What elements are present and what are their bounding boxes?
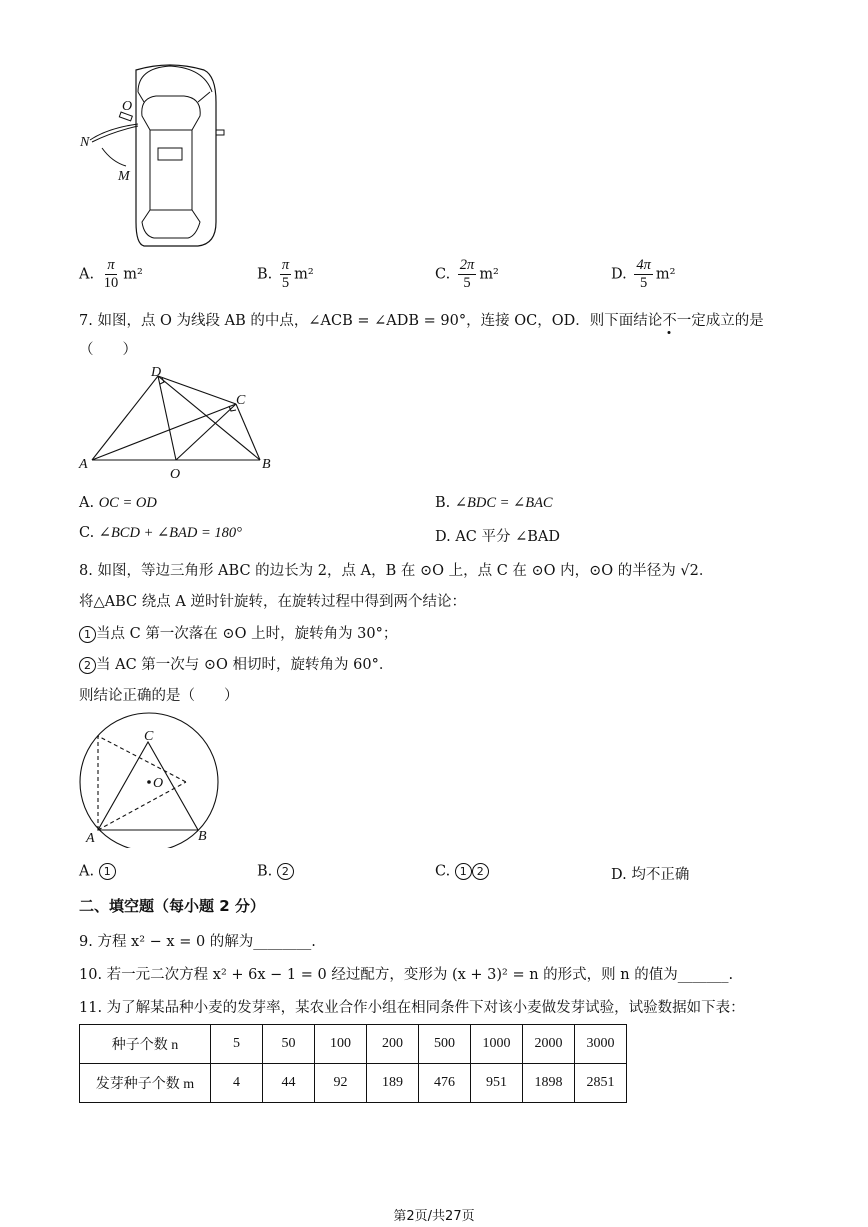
- q7-figure: [76, 364, 282, 482]
- q7-answer-paren: （ ）: [79, 342, 137, 358]
- table-cell: 476: [419, 1064, 471, 1103]
- q7-option-c[interactable]: C. ∠BCD + ∠BAD = 180°: [79, 525, 242, 541]
- table-header-cell: 种子个数 n: [80, 1025, 211, 1064]
- circled-number: 1: [99, 863, 116, 880]
- q7-label-o: O: [170, 467, 181, 482]
- q8-option-a[interactable]: A. 1: [79, 863, 116, 880]
- table-cell: 44: [263, 1064, 315, 1103]
- table-cell: 92: [315, 1064, 367, 1103]
- circled-number: 1: [79, 626, 96, 643]
- page-number: 第2页/共27页: [393, 1209, 475, 1224]
- q8-figure: [76, 712, 226, 848]
- q7-option-b[interactable]: B. ∠BDC = ∠BAC: [435, 495, 553, 511]
- table-cell: 100: [315, 1025, 367, 1064]
- table-header-cell: 发芽种子个数 m: [80, 1064, 211, 1103]
- q9-text: 9. 方程 x² − x = 0 的解为________.: [79, 934, 316, 950]
- q6-label-o: O: [122, 99, 133, 114]
- circled-number: 2: [79, 657, 96, 674]
- fraction: $\frac{4\pi}{5}$: [636, 257, 651, 291]
- table-cell: 4: [211, 1064, 263, 1103]
- q8-option-c[interactable]: C. 1 2: [435, 863, 489, 880]
- q7-stem: 7. 如图，点 O 为线段 AB 的中点，∠ACB = ∠ADB = 90°，连接 OC，OD．则下面结论不一定成立的是: [79, 313, 764, 329]
- q8-ask: 则结论正确的是（ ）: [79, 688, 239, 704]
- q6-option-b[interactable]: B. $\frac{\pi}{5}$ m²: [257, 257, 314, 291]
- fraction: $\frac{2\pi}{5}$: [459, 257, 475, 291]
- circled-number: 2: [277, 863, 294, 880]
- car-figure: [78, 62, 228, 252]
- q6-label-m: M: [118, 169, 130, 184]
- q8-option-d[interactable]: D. 均不正确: [611, 867, 690, 883]
- q8-option-b[interactable]: B. 2: [257, 863, 294, 880]
- q8-stem: 8. 如图，等边三角形 ABC 的边长为 2，点 A，B 在 ⊙O 上，点 C 在 ⊙O 内，⊙O 的半径为 √2．: [79, 563, 714, 579]
- table-cell: 189: [367, 1064, 419, 1103]
- table-cell: 2000: [523, 1025, 575, 1064]
- q6-label-n: N: [80, 135, 90, 150]
- q7-label-b: B: [262, 457, 271, 472]
- section-heading: 二、填空题（每小题 2 分）: [79, 897, 265, 915]
- circled-number: 2: [472, 863, 489, 880]
- circled-number: 1: [455, 863, 472, 880]
- emphasis-mark: 不: [662, 313, 677, 329]
- table-cell: 1000: [471, 1025, 523, 1064]
- table-cell: 951: [471, 1064, 523, 1103]
- q6-option-d[interactable]: D. $\frac{4\pi}{5}$ m²: [611, 257, 676, 291]
- table-cell: 50: [263, 1025, 315, 1064]
- table-cell: 5: [211, 1025, 263, 1064]
- table-cell: 1898: [523, 1064, 575, 1103]
- q8-conclusion-2: 2 当 AC 第一次与 ⊙O 相切时，旋转角为 60°．: [79, 653, 393, 674]
- table-cell: 200: [367, 1025, 419, 1064]
- q8-label-c: C: [144, 729, 154, 744]
- q7-label-d: D: [151, 365, 162, 380]
- q8-conclusion-1: 1 当点 C 第一次落在 ⊙O 上时，旋转角为 30°；: [79, 622, 397, 643]
- table-row: [80, 1064, 627, 1103]
- q11-text: 11. 为了解某品种小麦的发芽率，某农业合作小组在相同条件下对该小麦做发芽试验，试验数据如下表：: [79, 1000, 745, 1016]
- q7-label-c: C: [236, 393, 246, 408]
- q8-label-b: B: [198, 829, 207, 844]
- q11-data-table: [79, 1024, 627, 1103]
- q8-line2: 将△ABC 绕点 A 逆时针旋转，在旋转过程中得到两个结论：: [79, 594, 466, 610]
- q8-label-o: O: [153, 776, 164, 791]
- table-cell: 500: [419, 1025, 471, 1064]
- q6-option-c[interactable]: C. $\frac{2\pi}{5}$ m²: [435, 257, 499, 291]
- q7-option-d[interactable]: D. AC 平分 ∠BAD: [435, 529, 561, 545]
- table-cell: 3000: [575, 1025, 627, 1064]
- table-cell: 2851: [575, 1064, 627, 1103]
- q7-option-a[interactable]: A. OC = OD: [79, 495, 157, 511]
- fraction: $\frac{\pi}{5}$: [281, 257, 290, 291]
- table-row: [80, 1025, 627, 1064]
- q8-label-a: A: [86, 831, 95, 846]
- q6-option-a[interactable]: A. $\frac{\pi}{10}$ m²: [79, 257, 143, 291]
- q7-label-a: A: [79, 457, 88, 472]
- fraction: $\frac{\pi}{10}$: [103, 257, 119, 291]
- q10-text: 10. 若一元二次方程 x² + 6x − 1 = 0 经过配方，变形为 (x + 3)² = n 的形式，则 n 的值为_______.: [79, 967, 734, 983]
